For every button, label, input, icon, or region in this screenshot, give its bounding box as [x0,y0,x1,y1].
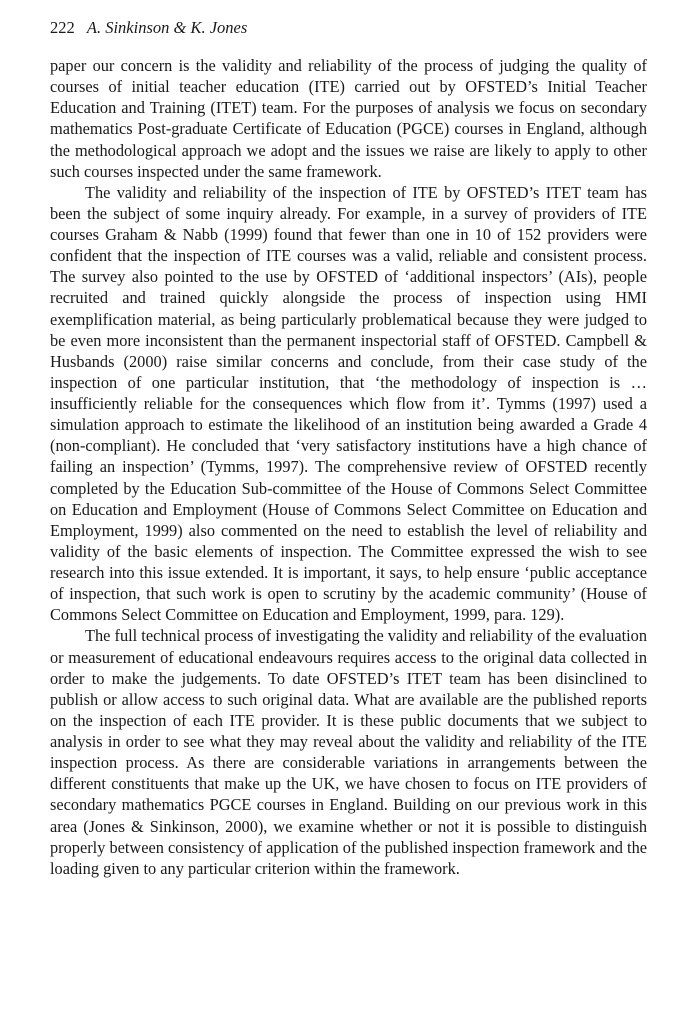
paragraph-1: paper our concern is the validity and reliability of the process of judging the quality of courses of initial teacher education (ITE) carried out by OFSTED’s Initial Teacher Education and Training (ITET) team. For the purposes of analysis we focus on secondary mathematics Post-graduate Certificate of Education (PGCE) courses in England, although the methodological approach we adopt and the issues we raise are likely to apply to other such courses inspected under the same framework. [50,56,647,181]
paragraph-3: The full technical process of investigating the validity and reliability of the evaluation or measurement of educational endeavours requires access to the original data collected in order to make the judgements. To date OFSTED’s ITET team has been disinclined to publish or allow access to such original data. What are available are the published reports on the inspection of each ITE provider. It is these public documents that we subject to analysis in order to see what they may reveal about the validity and reliability of the ITE inspection process. As there are considerable variations in arrangements between the different constituents that make up the UK, we have chosen to focus on ITE providers of secondary mathematics PGCE courses in England. Building on our previous work in this area (Jones & Sinkinson, 2000), we examine whether or not it is possible to distinguish properly between consistency of application of the published inspection framework and the loading given to any particular criterion within the framework. [50,626,647,878]
running-head-authors: A. Sinkinson & K. Jones [86,18,248,37]
body-text [50,55,647,879]
paragraph-2: The validity and reliability of the inspection of ITE by OFSTED’s ITET team has been the subject of some inquiry already. For example, in a survey of providers of ITE courses Graham & Nabb (1999) found that fewer than one in 10 of 152 providers were confident that the inspection of ITE courses was a valid, reliable and consistent process. The survey also pointed to the use by OFSTED of ‘additional inspectors’ (AIs), people recruited and trained quickly alongside the process of inspection using HMI exemplification material, as being particularly problematical because they were judged to be even more inconsistent than the permanent inspectorial staff of OFSTED. Campbell & Husbands (2000) raise similar concerns and conclude, from their case study of the inspection of one particular institution, that ‘the methodology of inspection is … insufficiently reliable for the consequences which flow from it’. Tymms (1997) used a simulation approach to estimate the likelihood of an institution being awarded a Grade 4 (non-compliant). He concluded that ‘very satisfactory institutions have a high chance of failing an inspection’ (Tymms, 1997). The comprehensive review of OFSTED recently completed by the Education Sub-committee of the House of Commons Select Committee on Education and Employment (House of Commons Select Committee on Education and Employment, 1999) also commented on the need to establish the level of reliability and validity of the basic elements of inspection. The Committee expressed the wish to see research into this issue extended. It is important, it says, to help ensure ‘public acceptance of inspection, that such work is open to scrutiny by the academic community’ (House of Commons Select Committee on Education and Employment, 1999, para. 129). [50,182,647,625]
page [50,15,647,879]
running-head [50,15,647,41]
page-number: 222 [50,18,75,37]
